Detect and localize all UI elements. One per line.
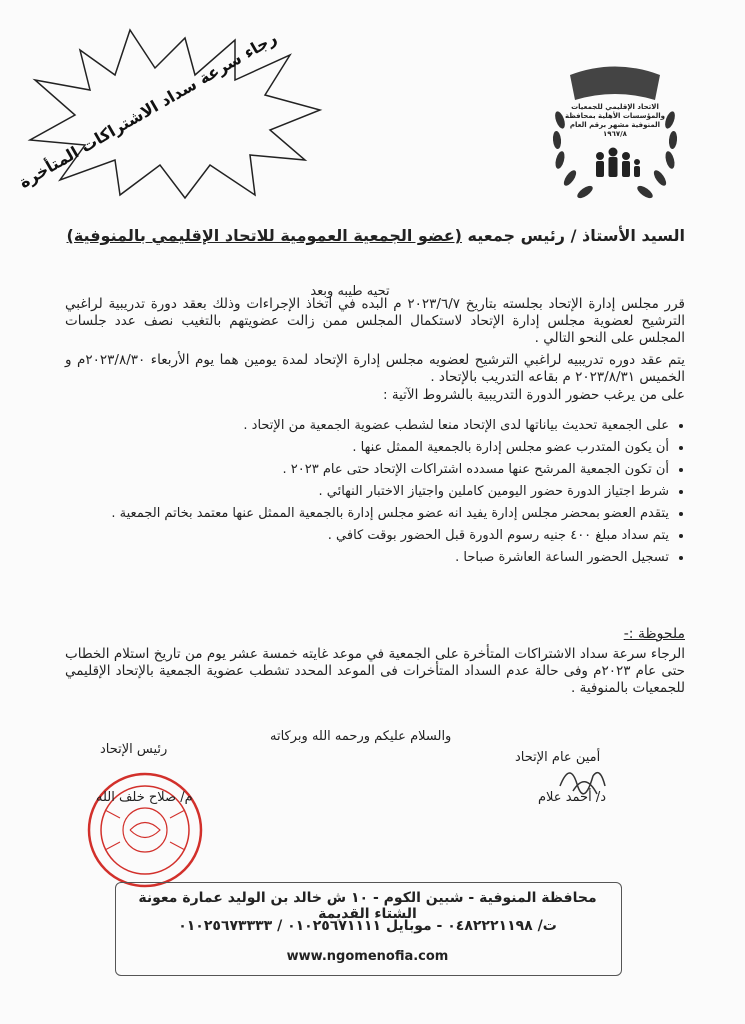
paragraph-decision: قرر مجلس إدارة الإتحاد بجلسته بتاريخ ٢٠٢٣/٦/٧ م البده في اتخاذ الإجراءات وذلك بعقد دورة تدريبية لراغبي الترشيح لعضوية مجلس إدارة الإتحاد لاستكمال المجلس ممن زالت عضويتهم بالتغيب نصف عدد جلسات المجلس على النحو التالي . bbox=[65, 296, 685, 346]
list-item: • تسجيل الحضور الساعة العاشرة صباحا . bbox=[49, 549, 669, 566]
recipient-line bbox=[67, 226, 685, 245]
conditions-list bbox=[49, 417, 687, 571]
family-icon bbox=[596, 148, 640, 178]
official-stamp bbox=[85, 770, 205, 890]
list-item: • يتم سداد مبلغ ٤٠٠ جنيه رسوم الدورة قبل الحضور بوقت كافي . bbox=[49, 527, 669, 544]
logo-caption: الاتحاد الإقليمي للجمعيات والمؤسسات الأهلية بمحافظة المنوفية مشهر برقم العام ١٩٦٧/٨ bbox=[564, 103, 666, 138]
list-item: • على الجمعية تحديث بياناتها لدى الإتحاد منعا لشطب عضوية الجمعية من الإتحاد . bbox=[49, 417, 669, 434]
secretary-name: د/ أحمد علام bbox=[538, 790, 606, 805]
paragraph-conditions-intro: على من يرغب حضور الدورة التدريبية بالشروط الآتية : bbox=[383, 387, 685, 403]
paragraph-course-dates: يتم عقد دوره تدريبيه لراغبي الترشيح لعضويه مجلس إدارة الإتحاد لمدة يومين هما يوم الأربعاء ٢٠٢٣/٨/٣٠م و الخميس ٢٠٢٣/٨/٣١ م بقاعه التدريب بالإتحاد . bbox=[65, 352, 685, 385]
recipient-org: (عضو الجمعية العمومية للاتحاد الإقليمي بالمنوفية) bbox=[66, 226, 462, 245]
list-item: • أن يكون المتدرب عضو مجلس إدارة بالجمعية الممثل عنها . bbox=[49, 439, 669, 456]
president-title: رئيس الإتحاد bbox=[100, 742, 168, 757]
starburst-banner bbox=[15, 20, 330, 200]
list-item: • يتقدم العضو بمحضر مجلس إدارة يفيد انه عضو مجلس إدارة بالجمعية الممثل عنها معتمد بخاتم الجمعية . bbox=[49, 505, 669, 522]
note-title: ملحوظة :- bbox=[623, 626, 685, 642]
recipient-prefix: السيد الأستاذ / رئيس جمعيه bbox=[467, 226, 685, 245]
footer-address: محافظة المنوفية - شبين الكوم - ١٠ ش خالد بن الوليد عمارة معونة الشتاء القديمة bbox=[138, 890, 597, 922]
secretary-title: أمين عام الإتحاد bbox=[515, 750, 601, 765]
footer-phone: ت/ ٠٤٨٢٢٢١١٩٨ - موبايل ٠١٠٢٥٦٧١١١١ / ٠١٠٢٥٦٧٣٣٣٣ bbox=[178, 918, 557, 934]
closing-salutation: والسلام عليكم ورحمه الله وبركاته bbox=[270, 729, 452, 744]
note-body: الرجاء سرعة سداد الاشتراكات المتأخرة على الجمعية في موعد غايته خمسة عشر يوم من تاريخ استلام الخطاب حتى عام ٢٠٢٣م وفى حالة عدم السداد المتأخرات فى الموعد المحدد تشطب عضوية الجمعية بالإتحاد الإقليمي للجمعيات بالمنوفية . bbox=[65, 646, 685, 696]
payment-reminder-banner: رجاء سرعة سداد الاشتراكات المتأخرة bbox=[15, 28, 281, 192]
list-item: • أن تكون الجمعية المرشح عنها مسدده اشتراكات الإتحاد حتى عام ٢٠٢٣ . bbox=[49, 461, 669, 478]
list-item: • شرط اجتياز الدورة حضور اليومين كاملين واجتياز الاختبار النهائي . bbox=[49, 483, 669, 500]
greeting: تحيه طيبه وبعد bbox=[310, 284, 390, 299]
footer-website: www.ngomenofia.com bbox=[286, 949, 449, 964]
president-name: م/ صلاح خلف الله bbox=[96, 790, 193, 805]
